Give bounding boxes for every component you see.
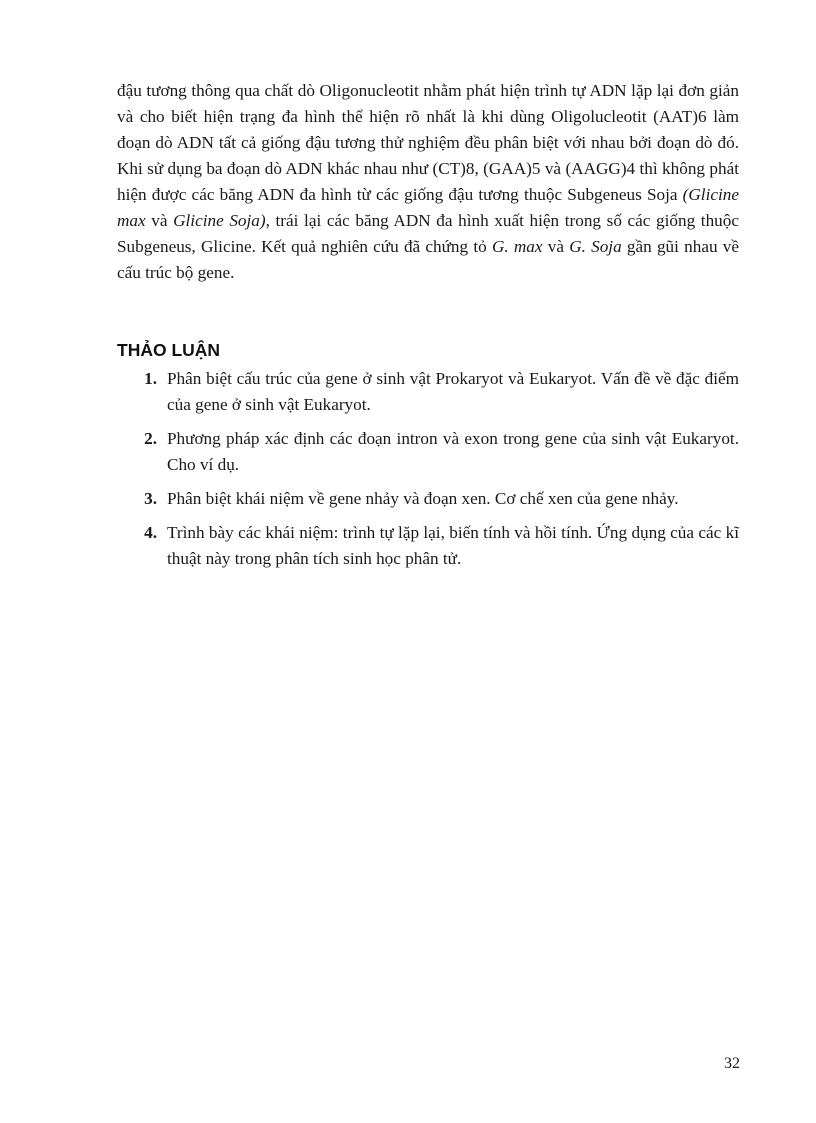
page-content: [117, 78, 739, 580]
list-item-number: 4.: [144, 523, 157, 542]
paragraph-italic-text: Glicine Soja),: [173, 211, 270, 230]
list-item-number: 1.: [144, 369, 157, 388]
list-item-number: 2.: [144, 429, 157, 448]
list-item-text: Phân biệt cấu trúc của gene ở sinh vật Prokaryot và Eukaryot. Vấn đề về đặc điểm của gene ở sinh vật Eukaryot.: [167, 369, 739, 414]
list-item-text: Phân biệt khái niệm về gene nhảy và đoạn xen. Cơ chế xen của gene nhảy.: [167, 489, 679, 508]
paragraph-italic-text: (Glicine max: [117, 185, 739, 230]
paragraph-text: và: [145, 211, 174, 230]
list-item: [117, 366, 739, 418]
list-item-number: 3.: [144, 489, 157, 508]
paragraph-text: và: [542, 237, 570, 256]
list-item-text: Phương pháp xác định các đoạn intron và exon trong gene của sinh vật Eukaryot. Cho ví dụ.: [167, 429, 739, 474]
discussion-heading: THẢO LUẬN: [117, 340, 221, 360]
list-item: [117, 520, 739, 572]
paragraph-italic-text: G. Soja: [569, 237, 622, 256]
list-item: [117, 426, 739, 478]
body-paragraph: [117, 78, 739, 286]
paragraph-text: gần gũi nhau về cấu trúc bộ gene.: [117, 237, 739, 282]
paragraph-text: đậu tương thông qua chất dò Oligonucleotit nhằm phát hiện trình tự ADN lặp lại đơn giản và cho biết hiện trạng đa hình thể hiện rõ nhất là khi dùng Oligolucleotit (AAT)6 làm đoạn dò ADN tất cả giống đậu tương thử nghiệm đều phân biệt với nhau bởi đoạn dò đó. Khi sử dụng ba đoạn dò ADN khác nhau như (CT)8, (GAA)5 và (AAGG)4 thì không phát hiện được các băng ADN đa hình từ các giống đậu tương thuộc Subgeneus Soja: [117, 81, 739, 204]
paragraph-text: trái lại các băng ADN đa hình xuất hiện trong số các giống thuộc Subgeneus, Glicine. Kết quả nghiên cứu đã chứng tỏ: [117, 211, 739, 256]
list-item-text: Trình bày các khái niệm: trình tự lặp lại, biến tính và hồi tính. Ứng dụng của các kĩ thuật này trong phân tích sinh học phân tử.: [167, 523, 739, 568]
paragraph-italic-text: G. max: [491, 237, 543, 256]
page-number: 32: [724, 1055, 740, 1072]
list-item: [117, 486, 739, 512]
discussion-list: [117, 366, 739, 572]
